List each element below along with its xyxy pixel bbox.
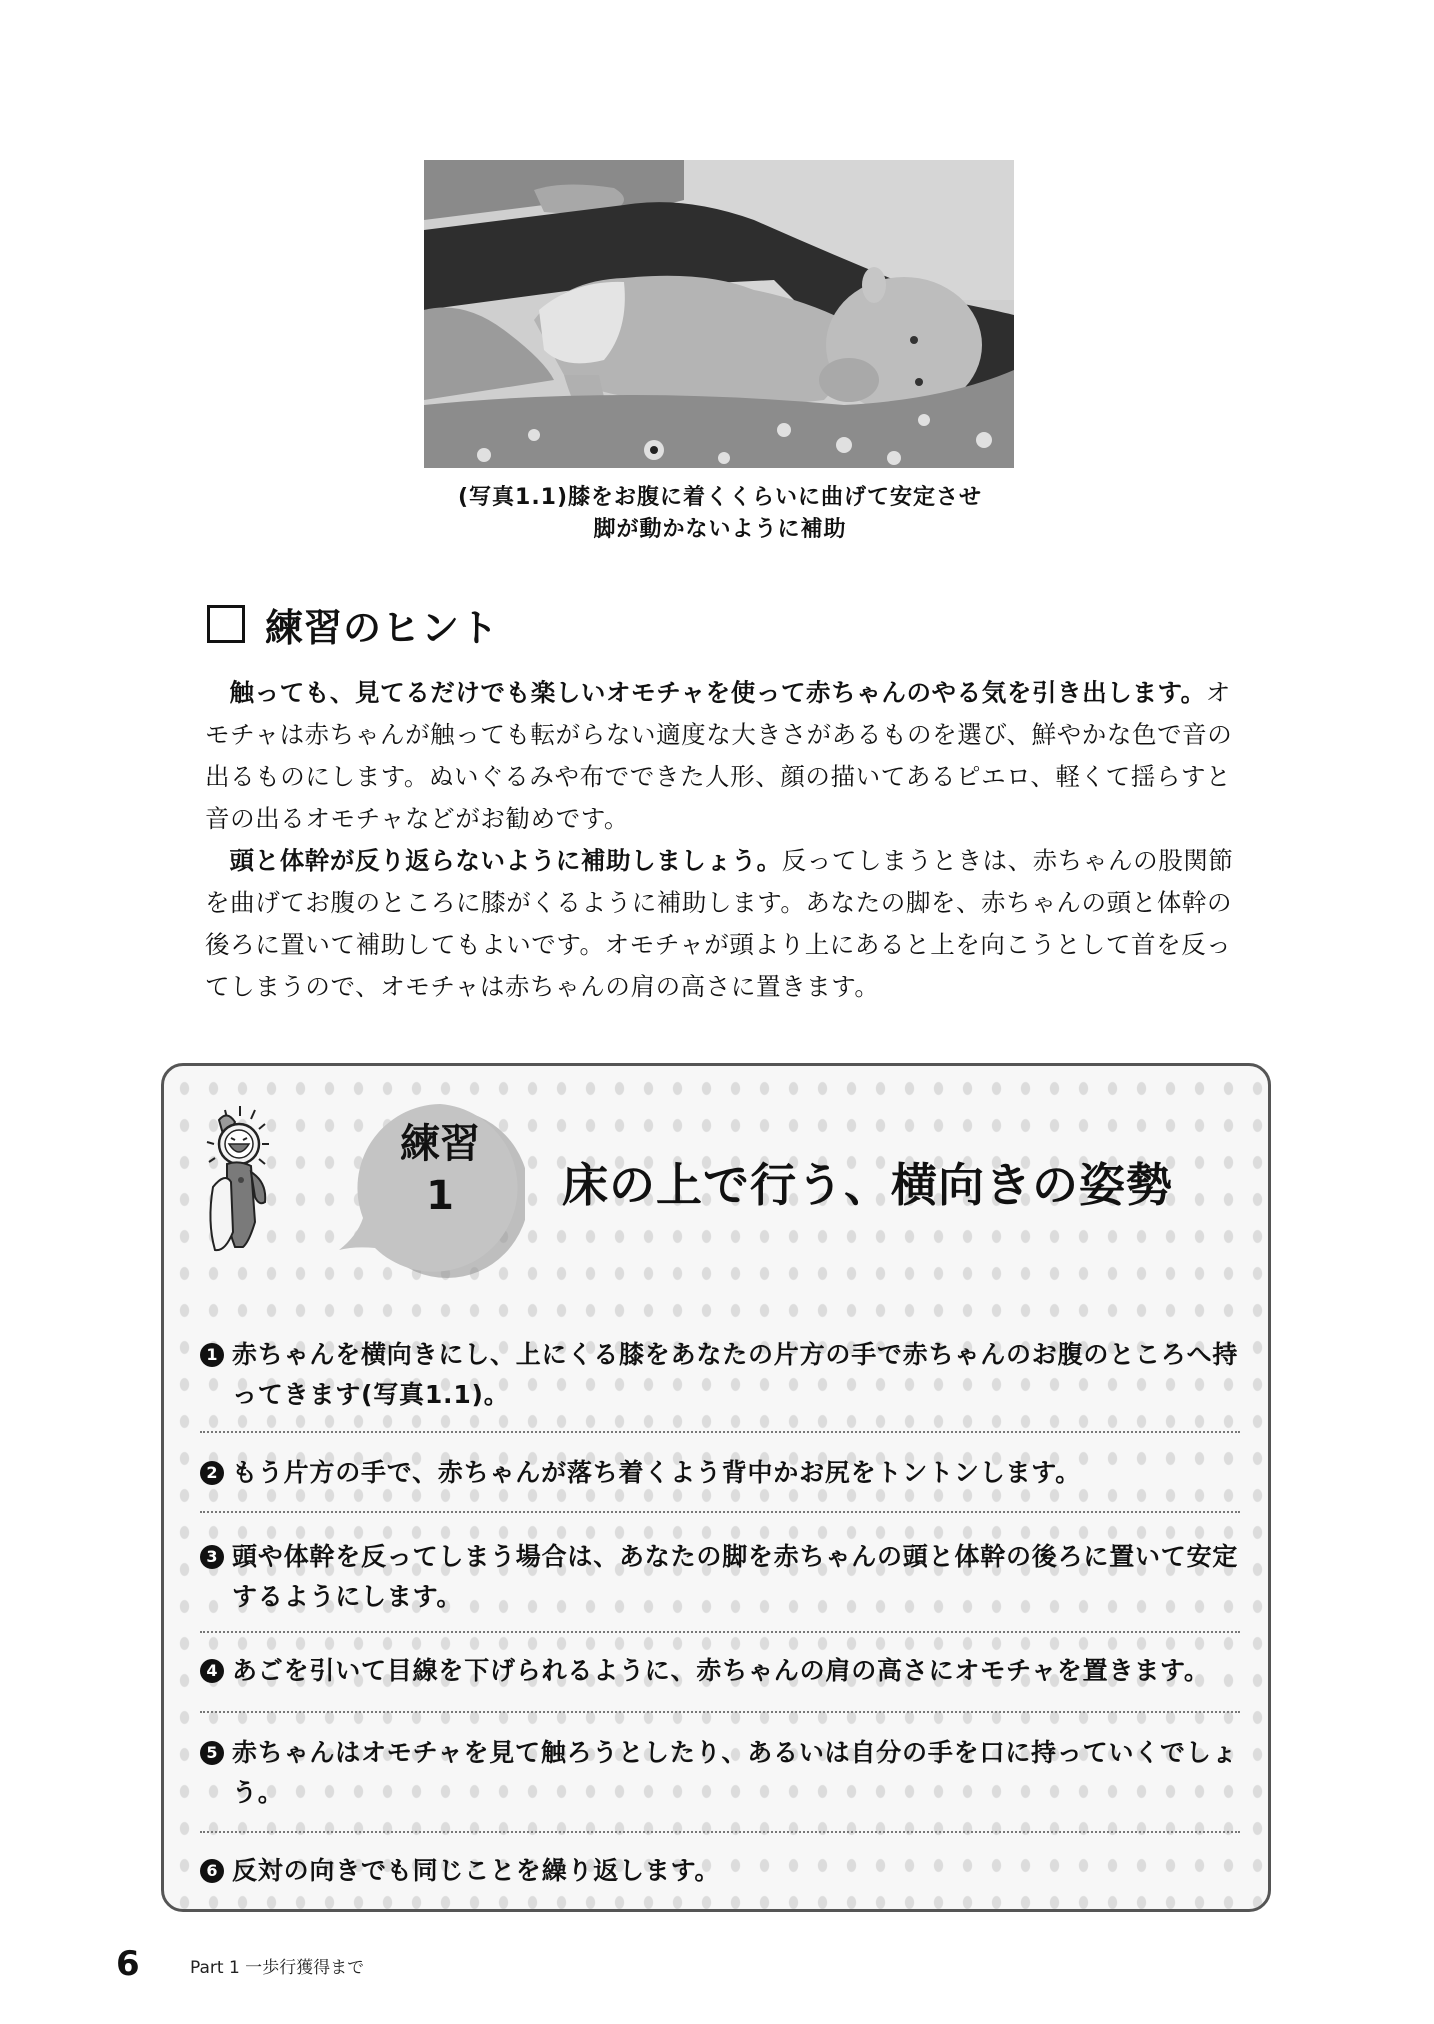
photo-caption xyxy=(380,482,1060,546)
exercise-badge-number: 1 xyxy=(426,1173,454,1219)
exercise-title: 床の上で行う、横向きの姿勢 xyxy=(562,1158,1173,1212)
mascot-character-icon xyxy=(205,1102,275,1267)
step-number-badge: 1 xyxy=(200,1343,224,1367)
hint-paragraph-2 xyxy=(205,840,1245,1008)
dotted-divider xyxy=(200,1711,1240,1713)
step-number-badge: 6 xyxy=(200,1859,224,1883)
dotted-divider xyxy=(200,1631,1240,1633)
checkbox-square-icon xyxy=(207,605,245,643)
step-text: 反対の向きでも同じことを繰り返します。 xyxy=(232,1856,721,1885)
exercise-badge-line1: 練習 xyxy=(400,1121,480,1167)
step-item-5 xyxy=(200,1733,1240,1813)
step-text: あごを引いて目線を下げられるように、赤ちゃんの肩の高さにオモチャを置きます。 xyxy=(232,1656,1210,1685)
hint-paragraph-2-text: 反ってしまうときは、赤ちゃんの股関節を曲げてお腹のところに膝がくるように補助します。あなたの脚を、赤ちゃんの頭と体幹の後ろに置いて補助してもよいです。オモチャが頭より上にあると上を向こうとして首を反ってしまうので、オモチャは赤ちゃんの肩の高さに置きます。 xyxy=(205,846,1234,1001)
step-item-4 xyxy=(200,1651,1240,1691)
step-number-badge: 2 xyxy=(200,1461,224,1485)
hint-paragraph-1 xyxy=(205,672,1245,840)
exercise-badge-label xyxy=(370,1118,510,1222)
dotted-divider xyxy=(200,1831,1240,1833)
step-item-6 xyxy=(200,1851,1240,1891)
step-number-badge: 5 xyxy=(200,1741,224,1765)
step-text: もう片方の手で、赤ちゃんが落ち着くよう背中かお尻をトントンします。 xyxy=(232,1458,1081,1487)
step-text: 赤ちゃんを横向きにし、上にくる膝をあなたの片方の手で赤ちゃんのお腹のところへ持ってきます(写真1.1)。 xyxy=(232,1340,1239,1409)
step-text: 頭や体幹を反ってしまう場合は、あなたの脚を赤ちゃんの頭と体幹の後ろに置いて安定するようにします。 xyxy=(232,1542,1239,1611)
step-item-2 xyxy=(200,1453,1240,1493)
step-item-1 xyxy=(200,1335,1240,1415)
step-text: 赤ちゃんはオモチャを見て触ろうとしたり、あるいは自分の手を口に持っていくでしょう。 xyxy=(232,1738,1238,1807)
hint-heading xyxy=(207,603,500,650)
step-item-3 xyxy=(200,1537,1240,1617)
page-number: 6 xyxy=(116,1944,140,1984)
hint-title: 練習のヒント xyxy=(265,605,500,650)
dotted-divider xyxy=(200,1511,1240,1513)
dotted-divider xyxy=(200,1431,1240,1433)
hint-paragraph-2-lead: 頭と体幹が反り返らないように補助しましょう。 xyxy=(229,846,782,875)
photo-caption-line2: 脚が動かないように補助 xyxy=(593,517,847,542)
photo-caption-line1: (写真1.1)膝をお腹に着くくらいに曲げて安定させ xyxy=(457,485,983,510)
photo-image xyxy=(424,160,1014,468)
step-number-badge: 3 xyxy=(200,1545,224,1569)
hint-paragraph-1-text: オモチャは赤ちゃんが触っても転がらない適度な大きさがあるものを選び、鮮やかな色で音の出るものにします。ぬいぐるみや布でできた人形、顔の描いてあるピエロ、軽くて揺らすと音の出るオモチャなどがお勧めです。 xyxy=(205,678,1233,833)
photo-baby-side-lying xyxy=(424,160,1014,468)
step-number-badge: 4 xyxy=(200,1659,224,1683)
running-footer-section: Part 1 一歩行獲得まで xyxy=(190,1958,365,1978)
hint-paragraph-1-lead: 触っても、見てるだけでも楽しいオモチャを使って赤ちゃんのやる気を引き出します。 xyxy=(229,678,1206,707)
exercise-steps-list xyxy=(200,1335,1240,1891)
hint-body xyxy=(205,672,1245,1008)
